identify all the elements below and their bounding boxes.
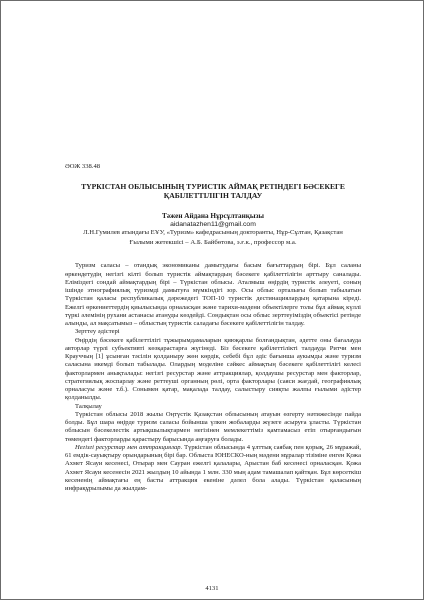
author-name: Тәжен Айдана Нұрсұлтанқызы	[162, 211, 264, 220]
article-content	[65, 163, 361, 493]
page-number: 4131	[205, 585, 219, 592]
supervisor-line: Ғылыми жетекшісі – А.Б. Байбөтова, э.ғ.к., профессор м.а.	[129, 238, 297, 246]
author-affiliation: Л.Н.Гумилев атындағы ЕҰУ, «Туризм» кафедрасының докторанты, Нұр-Сұлтан, Қазақстан	[83, 228, 343, 236]
author-email: aidanatazhen11@gmail.com	[170, 220, 256, 228]
intro-paragraph: Туризм саласы – отандық экономиканы дамытудағы басым бағыттардың бірі. Бұл саланы өркендетудің негізгі кілті болып туристік аймақтардың бәсекеге қабілеттілігін арттыру саналады. Еліміздегі сондай аймақтардың бірі – Түркістан облысы. Аталмыш өңірдің туристік әлеуеті, соның ішінде этнографиялық туризмді дамытуға мүмкіндігі зор. Осы облыс орталығы болып табылатын Түркістан қаласы республикалық дәрежедегі ТОП-10 туристік дестинациялардың қатарына кіреді. Ежелгі өркениеттердің қиылысында орналасқан және тарихи-мәдени объектілерге толы бұл аймақ күллі түркі әлемінің рухани астанасы атануды көздейді. Сондықтан осы облыс зерттеуіміздің объектісі ретінде алынды, ал мақсатымыз – облыстың туристік саладағы бәсекеге қабілеттілігін талдау.	[65, 262, 361, 328]
discussion-paragraph: Түркістан облысы 2018 жылы Оңтүстік Қазақстан облысының атауын өзгерту нәтижесінде пайда болды. Бұл шара өңірде туризм саласы бойынша үлкен жобаларды жүзеге асыруға ұласты. Түркістан облысын бәсекелестік артықшылықтармен негізінен мемлекеттіміз қамтамасыз етіп отырғандығын төмендегі факторларды қарастыру барысында аңғаруға болады.	[65, 410, 361, 443]
section-heading-discussion: Талқылау	[75, 402, 102, 410]
resources-paragraph	[65, 444, 361, 494]
section-heading-methods: Зерттеу әдістері	[75, 328, 120, 336]
resources-italic-lead: Негізгі ресурстар мен аттракциялар.	[75, 443, 183, 451]
udc-code: ӘОЖ 338.48	[65, 163, 101, 170]
article-body	[65, 262, 361, 493]
resources-text: Түркістан облысында 4 ұлттық саябақ пен қорық, 26 мұражай, 61 емдік-сауықтыру орындарының бірі бар. Облыста ЮНЕСКО-ның мәдени мұралар тізіміне енген Қожа Ахмет Ясауи кесенесі, Отырар мен Сауран ежелгі қалалары, Арыстан баб кесенесі орналасқан. Қожа Ахмет Ясауи кесенесін 2021 жылдың 10 айында 1 млн. 330 мың адам тамашалап қайтқан. Бұл көрсеткіш кесененің аймақтағы ең басты аттракция екеніне дәлел бола алады. Түркістан қаласының инфрақұрылымы да жылдам-	[65, 443, 362, 493]
article-title: ТҮРКІСТАН ОБЛЫСЫНЫҢ ТУРИСТІК АЙМАҚ РЕТІНДЕГІ БӘСЕКЕГЕ ҚАБІЛЕТТІЛІГІН ТАЛДАУ	[81, 182, 345, 201]
methods-paragraph: Өңірдің бәсекеге қабілеттілігі тұжырымдамаларын қиюқарлы болғандықтан, әдетте оны бағалауда авторлар түрлі субъективті көзқарастарға жүгінеді. Біз бәсекеге қабілеттілікті талдауда Ритчи мен Крауччың [1] ұсынған тәсілін қолданыру жөн көрдік, себебі бұл әдіс бағынша аукымды және туризм саласына икемді болып табылады. Олардың моделіне сәйкес аймақтың бәсекеге қабілеттілігі келесі факторлармен анықталады: негізгі ресурстар және аттракциялар, қолдаушы ресурстар мен факторлар, стратегиялық жоспарлау және реттеуші органның рөлі, орта факторлары (саяси жағдай, географиялық орналасуы және т.б.). Сонымен қатар, мақалада талдау, салыстыру сияқты жалпы ғылыми әдістер қолданылды.	[65, 336, 361, 402]
